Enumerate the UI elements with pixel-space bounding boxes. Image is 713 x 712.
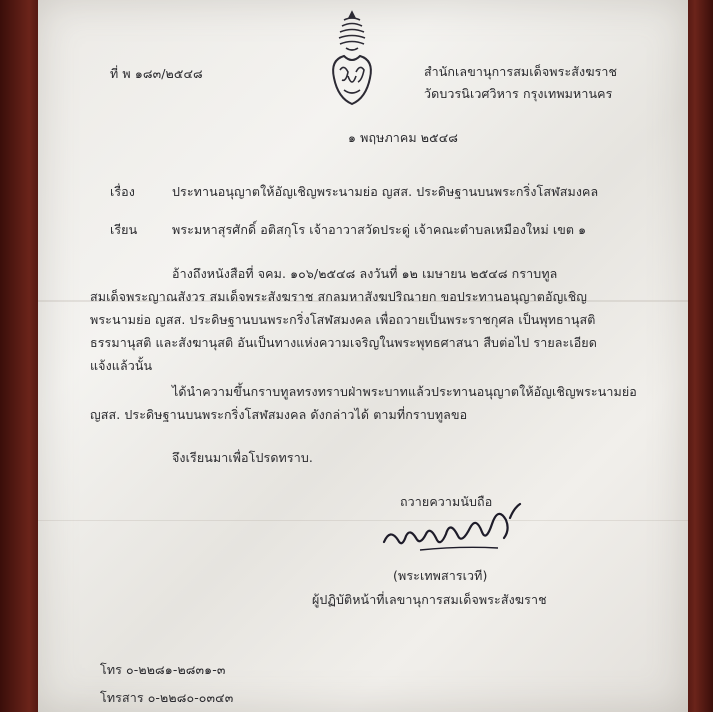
reference-number: ที่ พ ๑๘๓/๒๕๔๘: [110, 66, 203, 81]
frame-left: [0, 0, 42, 712]
office-name: สำนักเลขานุการสมเด็จพระสังฆราช: [424, 64, 618, 79]
recipient-label: เรียน: [110, 222, 138, 237]
paper-crease: [38, 520, 688, 521]
signer-name: (พระเทพสารเวที): [393, 568, 488, 583]
royal-emblem-icon: [322, 8, 382, 110]
handwritten-signature: [380, 498, 530, 560]
letter-date: ๑ พฤษภาคม ๒๕๔๘: [348, 130, 458, 145]
office-address: วัดบวรนิเวศวิหาร กรุงเทพมหานคร: [424, 86, 613, 101]
regards-text: ถวายความนับถือ: [400, 494, 493, 509]
closing-line: จึงเรียนมาเพื่อโปรดทราบ.: [172, 450, 313, 465]
signer-title: ผู้ปฏิบัติหน้าที่เลขานุการสมเด็จพระสังฆราช: [312, 592, 547, 607]
phone-number: โทร ๐-๒๒๘๑-๒๘๓๑-๓: [100, 662, 226, 677]
subject-label: เรื่อง: [110, 184, 135, 199]
subject-text: ประทานอนุญาตให้อัญเชิญพระนามย่อ ญสส. ประดิษฐานบนพระกริ่งโสฬสมงคล: [172, 184, 599, 199]
body-line: ธรรมานุสติ และสังฆานุสติ อันเป็นทางแห่งความเจริญในพระพุทธศาสนา สืบต่อไป รายละเอียด: [90, 335, 597, 350]
body-line: สมเด็จพระญาณสังวร สมเด็จพระสังฆราช สกลมหาสังฆปริณายก ขอประทานอนุญาตอัญเชิญ: [90, 289, 588, 304]
body-line: อ้างถึงหนังสือที่ จคม. ๑๐๖/๒๕๔๘ ลงวันที่ ๑๒ เมษายน ๒๕๔๘ กราบทูล: [172, 266, 558, 281]
fax-number: โทรสาร ๐-๒๒๘๐-๐๓๔๓: [100, 690, 234, 705]
body-line: แจ้งแล้วนั้น: [90, 358, 153, 373]
body-line: พระนามย่อ ญสส. ประดิษฐานบนพระกริ่งโสฬสมงคล เพื่อถวายเป็นพระราชกุศล เป็นพุทธานุสติ: [90, 312, 596, 327]
body-line: ญสส. ประดิษฐานบนพระกริ่งโสฬสมงคล ดังกล่าวได้ ตามที่กราบทูลขอ: [90, 407, 468, 422]
recipient-text: พระมหาสุรศักดิ์ อติสกุโร เจ้าอาวาสวัดประดู่ เจ้าคณะตำบลเหมืองใหม่ เขต ๑: [172, 222, 587, 237]
body-line: ได้นำความขึ้นกราบทูลทรงทราบฝ่าพระบาทแล้วประทานอนุญาตให้อัญเชิญพระนามย่อ: [172, 384, 637, 399]
